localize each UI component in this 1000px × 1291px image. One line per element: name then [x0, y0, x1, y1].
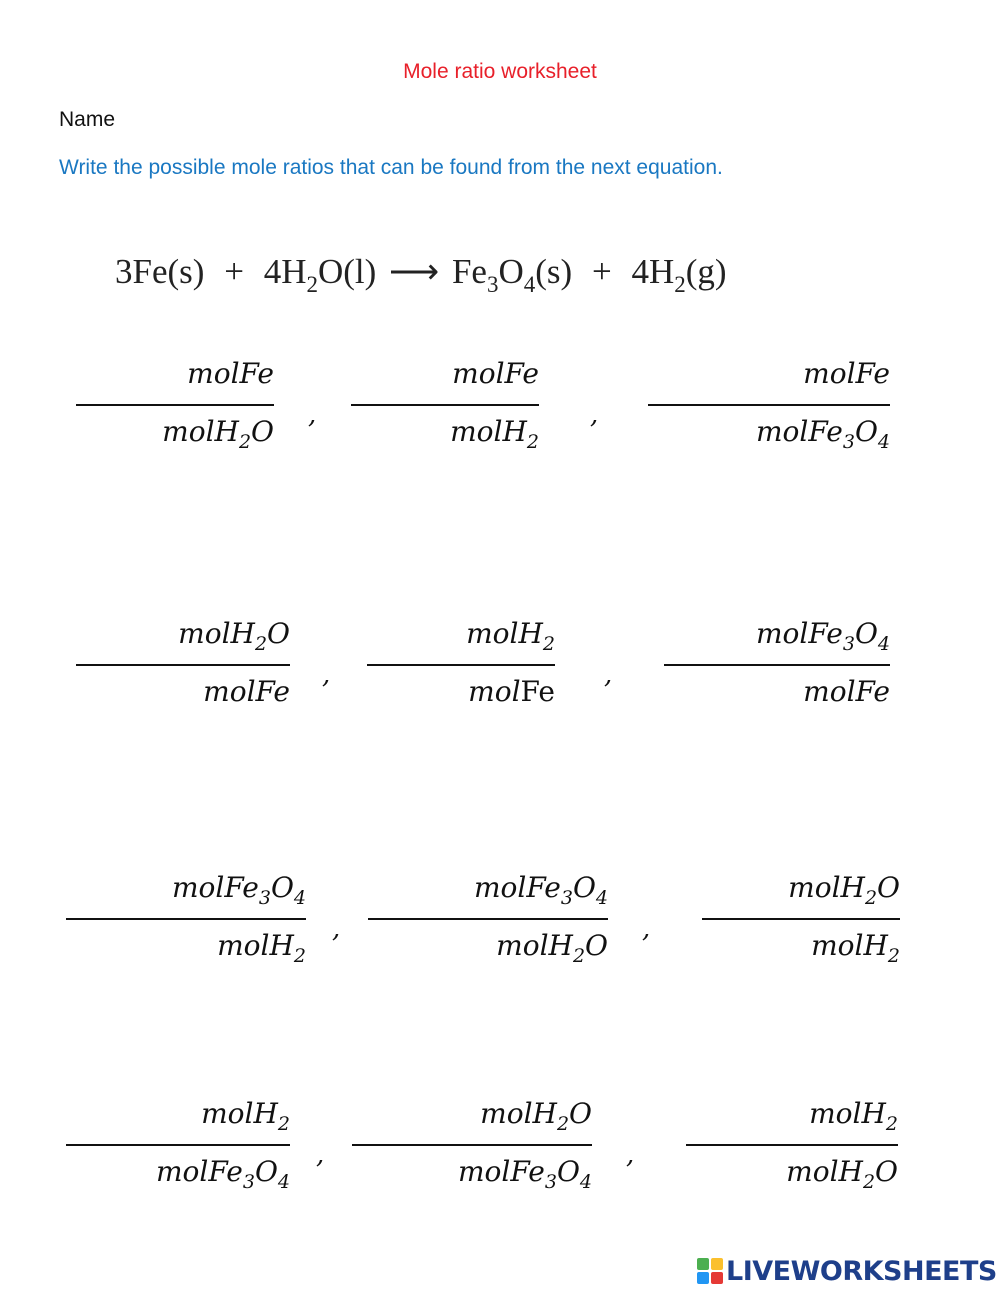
- mole-ratio-fraction: [351, 357, 539, 470]
- fraction-denominator: molH$_2$: [450, 415, 539, 453]
- logo-text: LIVEWORKSHEETS: [726, 1255, 997, 1287]
- fraction-denominator: molH$_2$O: [496, 929, 608, 967]
- fraction-numerator: molH$_2$O: [480, 1097, 592, 1135]
- fraction-bar: [66, 918, 306, 920]
- fraction-numerator: molH$_2$: [809, 1097, 898, 1135]
- fraction-bar: [76, 404, 274, 406]
- mole-ratio-fraction: [648, 357, 890, 470]
- fraction-numerator: molFe: [187, 357, 274, 390]
- reaction-arrow: ⟶: [389, 252, 440, 291]
- liveworksheets-logo: [697, 1255, 997, 1287]
- mole-ratio-fraction: [664, 617, 890, 730]
- fraction-denominator: molFe: [468, 675, 555, 708]
- liveworksheets-logo-icon: [697, 1258, 723, 1284]
- mole-ratio-fraction: [352, 1097, 592, 1210]
- fraction-denominator: molH$_2$O: [162, 415, 274, 453]
- product-iron-oxide: $Fe_3O_4(s)$: [451, 252, 573, 297]
- fraction-denominator: molFe: [203, 675, 290, 708]
- instruction-text: Write the possible mole ratios that can be found from the next equation.: [59, 156, 723, 179]
- fraction-bar: [352, 1144, 592, 1146]
- logo-square: [711, 1258, 723, 1270]
- mole-ratio-fraction: [686, 1097, 898, 1210]
- ratio-separator-comma: ,: [332, 914, 341, 944]
- fraction-numerator: molH$_2$O: [788, 871, 900, 909]
- mole-ratio-fraction: [66, 871, 306, 984]
- fraction-bar: [351, 404, 539, 406]
- fraction-denominator: $molFe_3O_4$: [458, 1155, 592, 1193]
- fraction-numerator: molH$_2$O: [178, 617, 290, 655]
- fraction-denominator: molH$_2$O: [786, 1155, 898, 1193]
- fraction-numerator: molFe: [452, 357, 539, 390]
- fraction-denominator: molH$_2$: [811, 929, 900, 967]
- fraction-numerator: molH$_2$: [466, 617, 555, 655]
- ratio-separator-comma: ,: [642, 914, 651, 944]
- chemical-equation: [115, 252, 727, 297]
- name-label: Name: [59, 108, 116, 131]
- fraction-denominator: $molFe_3O_4$: [756, 415, 890, 453]
- fraction-bar: [686, 1144, 898, 1146]
- mole-ratio-fraction: [702, 871, 900, 984]
- ratio-separator-comma: ,: [316, 1140, 325, 1170]
- ratio-separator-comma: ,: [322, 660, 331, 690]
- fraction-bar: [76, 664, 290, 666]
- fraction-numerator: $molFe_3O_4$: [756, 617, 890, 655]
- fraction-bar: [702, 918, 900, 920]
- fraction-numerator: $molFe_3O_4$: [474, 871, 608, 909]
- mole-ratio-fraction: [76, 357, 274, 470]
- fraction-denominator: $molFe_3O_4$: [156, 1155, 290, 1193]
- worksheet-title: Mole ratio worksheet: [403, 60, 597, 83]
- ratio-separator-comma: ,: [590, 400, 599, 430]
- ratio-separator-comma: ,: [604, 660, 613, 690]
- fraction-bar: [664, 664, 890, 666]
- fraction-bar: [66, 1144, 290, 1146]
- ratio-separator-comma: ,: [626, 1140, 635, 1170]
- fraction-bar: [648, 404, 890, 406]
- mole-ratio-fraction: [368, 871, 608, 984]
- plus-sign: +: [224, 252, 244, 291]
- plus-sign: +: [591, 252, 612, 291]
- logo-square: [711, 1272, 723, 1284]
- reactant-water: $4H_2O(l)$: [263, 252, 377, 297]
- mole-ratio-fraction: [66, 1097, 290, 1210]
- reactant-iron: 3Fe(s): [115, 252, 205, 291]
- logo-square: [697, 1272, 709, 1284]
- fraction-numerator: $molFe_3O_4$: [172, 871, 306, 909]
- mole-ratio-fraction: [76, 617, 290, 730]
- fraction-denominator: molH$_2$: [217, 929, 306, 967]
- product-hydrogen: $4H_2(g)$: [631, 252, 727, 297]
- fraction-bar: [368, 918, 608, 920]
- logo-square: [697, 1258, 709, 1270]
- fraction-numerator: molH$_2$: [201, 1097, 290, 1135]
- ratio-separator-comma: ,: [308, 400, 317, 430]
- fraction-denominator: molFe: [803, 675, 890, 708]
- fraction-bar: [367, 664, 555, 666]
- mole-ratio-fraction: [367, 617, 555, 730]
- fraction-numerator: molFe: [803, 357, 890, 390]
